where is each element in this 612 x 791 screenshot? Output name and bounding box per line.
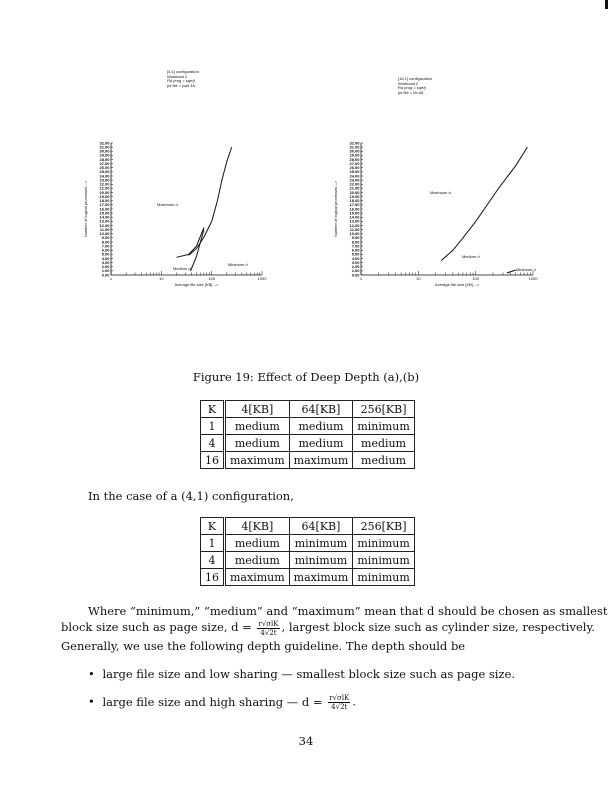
x-tick-label: 10 [416, 276, 421, 281]
y-tick-label: 32.00 [99, 140, 110, 146]
figure-caption: Figure 19: Effect of Deep Depth (a),(b) [192, 370, 420, 384]
table-row [201, 452, 415, 469]
y-tick-label: 2.00 [351, 264, 360, 270]
y-tick-label: 26.00 [99, 165, 110, 171]
depth-formula [328, 694, 350, 711]
y-tick-label: 24.00 [349, 173, 360, 179]
y-tick-label: 10.00 [99, 231, 110, 237]
table-cell: 4 [201, 435, 225, 452]
y-tick-label: 18.00 [349, 198, 360, 204]
table-cell: 4[KB] [225, 518, 290, 535]
annotation-label: Maximum d [430, 190, 451, 195]
table-cell: minimum [353, 552, 415, 569]
y-tick-label: 23.00 [99, 177, 110, 183]
y-tick-label: 24.00 [99, 173, 110, 179]
x-tick-label: 1 [109, 276, 113, 281]
y-tick-label: 32.00 [349, 140, 360, 146]
x-axis-label: Average file size [KB] --> [434, 282, 480, 287]
table-cell: 1 [201, 535, 225, 552]
y-tick-label: 11.00 [99, 226, 110, 232]
table-cell: 256[KB] [353, 518, 415, 535]
y-tick-label: 3.00 [351, 259, 360, 265]
table-cell: 64[KB] [289, 518, 353, 535]
paragraph-line-3: Generally, we use the following depth guideline. The depth should be [61, 639, 466, 653]
series-line [189, 147, 232, 255]
paragraph-line-2 [61, 619, 595, 637]
y-tick-label: 21.00 [349, 185, 360, 191]
table-row [201, 552, 415, 569]
chart-a-config-note: [4,1] configuration Workload 2 Rd prog = sqrt(t pe file = part 4A [167, 69, 199, 88]
table-cell: medium [225, 552, 290, 569]
formula-numerator: r√σlK [329, 694, 350, 702]
table-cell: medium [225, 435, 290, 452]
table-cell: 16 [201, 569, 225, 586]
table-header-row [201, 401, 415, 418]
table-cell: minimum [353, 535, 415, 552]
list-item-text-start: large file size and high sharing — d = [102, 694, 323, 709]
y-tick-label: 14.00 [99, 214, 110, 220]
y-tick-label: 21.00 [99, 185, 110, 191]
y-tick-label: 26.00 [349, 165, 360, 171]
y-tick-label: 25.00 [349, 169, 360, 175]
x-tick-label: 1000 [528, 276, 538, 281]
y-tick-label: 11.00 [349, 226, 360, 232]
page-number: 34 [298, 734, 314, 748]
y-tick-label: 15.00 [349, 210, 360, 216]
table-header-row [201, 518, 415, 535]
list-item [88, 694, 356, 711]
paragraph-line-1: Where “minimum,” “medium” and “maximum” mean that d should be chosen as smallest [88, 604, 608, 618]
y-tick-label: 1.00 [351, 268, 360, 274]
x-axis-label: Average file size [KB] --> [174, 282, 219, 287]
y-tick-label: 28.00 [349, 156, 360, 162]
y-tick-label: 0.00 [351, 272, 360, 278]
y-tick-label: 7.00 [351, 243, 360, 249]
y-tick-label: 17.00 [349, 202, 360, 208]
table-cell: maximum [225, 569, 290, 586]
y-tick-label: 31.00 [99, 144, 110, 150]
table-row [201, 535, 415, 552]
series-line [177, 228, 204, 258]
y-tick-label: 1.00 [101, 268, 110, 274]
y-tick-label: 27.00 [349, 160, 360, 166]
series-line [441, 147, 527, 261]
table-cell: minimum [289, 552, 353, 569]
table-cell: 1 [201, 418, 225, 435]
bullet-icon: • [88, 694, 95, 709]
y-tick-label: 17.00 [99, 202, 110, 208]
y-tick-label: 9.00 [101, 235, 110, 241]
table-cell: K [201, 401, 225, 418]
y-tick-label: 16.00 [349, 206, 360, 212]
x-tick-label: 1 [359, 276, 363, 281]
y-tick-label: 5.00 [101, 251, 110, 257]
chart-b [328, 140, 548, 290]
y-tick-label: 29.00 [349, 152, 360, 158]
table-cell: 4[KB] [225, 401, 290, 418]
chart-a [78, 140, 278, 290]
formula-denominator: 4√2t [331, 703, 348, 711]
table-row [201, 435, 415, 452]
y-tick-label: 2.00 [101, 264, 110, 270]
y-tick-label: 4.00 [101, 255, 110, 261]
y-tick-label: 13.00 [99, 218, 110, 224]
y-tick-label: 8.00 [351, 239, 360, 245]
table-row [201, 418, 415, 435]
x-tick-label: 100 [472, 276, 480, 281]
y-tick-label: 27.00 [99, 160, 110, 166]
x-tick-label: 10 [159, 276, 164, 281]
table-cell: maximum [289, 569, 353, 586]
y-tick-label: 0.00 [101, 272, 110, 278]
y-tick-label: 8.00 [101, 239, 110, 245]
table-cell: 16 [201, 452, 225, 469]
y-tick-label: 13.00 [349, 218, 360, 224]
annotation-label: Minimum d [228, 262, 248, 267]
y-tick-label: 15.00 [99, 210, 110, 216]
y-axis-label: Number of logical processes --> [333, 180, 338, 238]
annotation-label: Medium d [173, 266, 191, 271]
y-tick-label: 18.00 [99, 198, 110, 204]
table-cell: minimum [353, 569, 415, 586]
y-tick-label: 4.00 [351, 255, 360, 261]
table-cell: medium [289, 418, 353, 435]
annotation-label: Medium d [462, 254, 480, 259]
y-tick-label: 22.00 [349, 181, 360, 187]
list-item [88, 667, 515, 681]
y-tick-label: 12.00 [99, 222, 110, 228]
table-cell: K [201, 518, 225, 535]
x-tick-label: 1000 [257, 276, 267, 281]
y-tick-label: 3.00 [101, 259, 110, 265]
y-tick-label: 10.00 [349, 231, 360, 237]
formula-numerator: r√σlK [258, 619, 279, 628]
y-tick-label: 16.00 [99, 206, 110, 212]
y-tick-label: 22.00 [99, 181, 110, 187]
table-cell: maximum [289, 452, 353, 469]
list-item-text: large file size and low sharing — smallest block size such as page size. [102, 667, 516, 681]
y-axis-label: Number of logical processes --> [83, 180, 88, 238]
intro-text: In the case of a (4,1) configuration, [88, 489, 294, 503]
y-tick-label: 23.00 [349, 177, 360, 183]
depth-table-2 [200, 517, 415, 586]
table-cell: medium [225, 418, 290, 435]
table-cell: maximum [225, 452, 290, 469]
x-tick-label: 100 [208, 276, 216, 281]
y-tick-label: 5.00 [351, 251, 360, 257]
formula-denominator: 4√2t [260, 628, 277, 637]
depth-formula [257, 620, 279, 637]
y-tick-label: 14.00 [349, 214, 360, 220]
table-cell: 64[KB] [289, 401, 353, 418]
list-item-text-end: . [352, 694, 356, 709]
y-tick-label: 6.00 [101, 247, 110, 253]
table-cell: medium [289, 435, 353, 452]
y-tick-label: 6.00 [351, 247, 360, 253]
y-tick-label: 7.00 [101, 243, 110, 249]
bullet-icon: • [88, 667, 95, 681]
table-cell: minimum [289, 535, 353, 552]
table-cell: 4 [201, 552, 225, 569]
y-tick-label: 20.00 [99, 189, 110, 195]
y-tick-label: 20.00 [349, 189, 360, 195]
table-cell: medium [353, 452, 415, 469]
y-tick-label: 29.00 [99, 152, 110, 158]
paragraph-line-2-start: block size such as page size, d = [61, 620, 252, 634]
table-row [201, 569, 415, 586]
page-corner-mark [605, 0, 608, 9]
y-tick-label: 19.00 [349, 193, 360, 199]
y-tick-label: 25.00 [99, 169, 110, 175]
annotation-label: Maximum d [157, 202, 178, 207]
y-tick-label: 9.00 [351, 235, 360, 241]
table-cell: minimum [353, 418, 415, 435]
table-cell: medium [353, 435, 415, 452]
annotation-label: Minimum d [516, 267, 536, 272]
table-cell: medium [225, 535, 290, 552]
y-tick-label: 28.00 [99, 156, 110, 162]
y-tick-label: 19.00 [99, 193, 110, 199]
y-tick-label: 30.00 [349, 148, 360, 154]
series-line [507, 270, 516, 273]
paragraph-line-2-end: , largest block size such as cylinder size, respectively. [281, 620, 596, 634]
y-tick-label: 31.00 [349, 144, 360, 150]
chart-b-config-note: [16,1] configuration Workload 2 Rd prog = sqrt(t pe file = M=48 [398, 76, 433, 95]
table-cell: 256[KB] [353, 401, 415, 418]
y-tick-label: 12.00 [349, 222, 360, 228]
y-tick-label: 30.00 [99, 148, 110, 154]
depth-table-1 [200, 400, 415, 469]
